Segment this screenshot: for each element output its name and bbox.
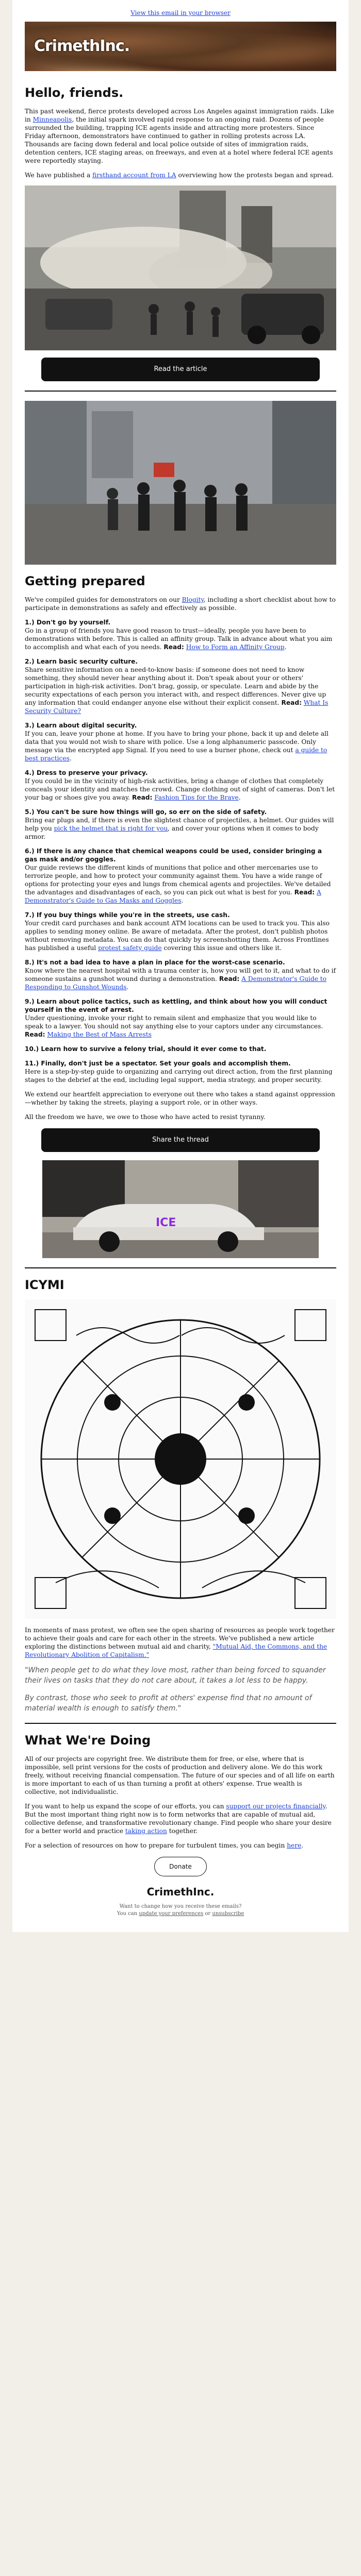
checklist-item-heading: 11.) Finally, don't just be a spectator. Set your goals and accomplish them. [25,1060,291,1067]
mutual-aid-article-link[interactable]: "Mutual Aid, the Commons, and the Revolutionary Abolition of Capitalism." [25,1643,327,1658]
divider [25,1723,336,1724]
hello-title: Hello, friends. [25,86,124,100]
checklist-item-body: Bring ear plugs and, if there is even the slightest chance of projectiles, a helmet. Our guides will help you [25,817,334,832]
checklist-item [25,847,336,905]
checklist-item-heading: 1.) Don't go by yourself. [25,619,111,626]
icymi-paragraph: In moments of mass protest, we often see the open sharing of resources as people work together to achieve their goals and care for each other in the streets. We've published a new article exploring the distinctions between mutual aid and charity, "Mutual Aid, the Commons, and the Revolutionary Abolition of Capitalism." [25,1626,335,1658]
protest-photo-1 [25,185,336,350]
support-projects-link[interactable]: support our projects financially [226,1803,325,1810]
checklist-item-link[interactable]: Fashion Tips for the Brave [154,794,239,801]
checklist-item [25,997,336,1039]
view-in-browser-link[interactable]: View this email in your browser [130,9,231,16]
email-body [12,0,349,1932]
checklist-item [25,958,336,991]
checklist-item-link[interactable]: What Is Security Culture? [25,699,329,715]
doing-paragraph-3: For a selection of resources on how to prepare for turbulent times, you can begin here. [25,1842,304,1849]
checklist-item-body: If you could be in the vicinity of high-risk activities, bring a change of clothes that completely conceals your identity and matches the crowd. Change clothing out of sight of cameras. Don't let your bag or shoes give you away. [25,777,335,801]
footer-line-2: You can update your preferences or unsubscribe [117,1911,244,1917]
divider [25,1267,336,1268]
checklist-item-heading: 2.) Learn basic security culture. [25,658,138,665]
checklist-item-body: If you can, leave your phone at home. If you have to bring your phone, back it up and delete all data that you would not wish to share with police. Use a long alphanumeric passcode. Only message via the encrypted app Signal. If you need to use a burner phone, check out [25,730,329,754]
read-label: Read: [294,889,315,896]
checklist-item-heading: 9.) Learn about police tactics, such as kettling, and think about how you will conduct yourself in the event of arrest. [25,998,327,1013]
checklist-item-body: Our guide reviews the different kinds of munitions that police and other mercenaries use to terrorize people, and how to protect your community against them. You have a wide range of options for protecting your eyes and lungs from chemical agents and projectiles. We've detailed the advantages and disadvantages of each, so you can pick out what is best for you. [25,864,331,896]
header-banner [25,22,336,71]
unsubscribe-link[interactable]: unsubscribe [212,1911,244,1917]
update-preferences-link[interactable]: update your preferences [139,1911,204,1917]
checklist [12,618,349,1084]
pull-quote-1: "When people get to do what they love most, rather than being forced to squander their lives on tasks that they do not care about, it takes a lot less to be happy. [25,1666,326,1685]
checklist-item-body: Share sensitive information on a need-to-know basis: if someone does not need to know something, they should never hear anything about it. Don't speak about your or others' participation in high-risk activities. Don't brag, gossip, or speculate. Learn and abide by the security expectations of each person you interact with, and respect differences. Never give up any information that could endanger anyone else without their explicit consent. [25,666,326,706]
footer [12,1903,349,1932]
checklist-item-tail: covering this issue and others like it. [161,944,282,952]
graffiti-text: ICE [156,1216,176,1229]
checklist-item [25,657,336,715]
mutual-aid-illustration [25,1299,336,1619]
checklist-item-link[interactable]: How to Form an Affinity Group [186,643,285,651]
footer-line-1: Want to change how you receive these emails? [119,1904,242,1909]
checklist-item-body: Here is a step-by-step guide to organizing and carrying out direct action, from the first planning stages to the debrief at the end, including legal support, media strategy, and proper security. [25,1068,333,1083]
taking-action-link[interactable]: taking action [125,1827,167,1835]
read-article-button[interactable]: Read the article [41,358,320,381]
read-label: Read: [281,699,302,706]
resources-here-link[interactable]: here [287,1842,302,1849]
read-label: Read: [132,794,153,801]
checklist-item [25,1059,336,1084]
checklist-item-heading: 6.) If there is any chance that chemical weapons could be used, consider bringing a gas mask and/or goggles. [25,848,322,863]
blogity-link[interactable]: Blogity [182,596,204,603]
protest-photo-2 [25,401,336,565]
getting-prepared-title: Getting prepared [25,574,145,588]
minneapolis-link[interactable]: Minneapolis [32,116,72,123]
hello-paragraph-1: This past weekend, fierce protests developed across Los Angeles against immigration raids. Like in Minneapolis, the initial spark involved rapid response to an ongoing raid. Dozens of people surrounded the building, trapping ICE agents inside and attracting more protesters. Since Friday afternoon, demonstrators have continued to gather in rolling protests across LA. Thousands are facing down federal and local police outside of sites of immigration raids, detention centers, ICE staging areas, on freeways, and even at a hotel where federal ICE agents were reportedly staying. [25,108,334,164]
firsthand-account-link[interactable]: firsthand account from LA [92,172,176,179]
divider [25,391,336,392]
checklist-item-heading: 5.) You can't be sure how things will go, so err on the side of safety. [25,808,267,816]
donate-button[interactable]: Donate [154,1857,207,1876]
footer-logo[interactable]: CrimethInc. [146,1886,215,1898]
read-label: Read: [25,1031,45,1038]
doing-paragraph-1: All of our projects are copyright free. We distribute them for free, or else, where that is impossible, sell print versions for the costs of production and delivery alone. We do this work freely, without receiving financial compensation. The future of our species and of all life on earth is more important to each of us than turning a profit at others' expense. True wealth is collective, not individualistic. [25,1755,335,1795]
checklist-item [25,769,336,802]
share-thread-button[interactable]: Share the thread [41,1128,320,1152]
car-photo [42,1160,319,1258]
topbar [12,0,349,22]
checklist-item-tail: . [126,984,129,991]
checklist-item-link[interactable]: pick the helmet that is right for you [54,825,168,832]
checklist-item [25,911,336,952]
read-label: Read: [219,975,240,982]
checklist-item-heading: 10.) Learn how to survive a felony trial, should it ever come to that. [25,1045,267,1053]
icymi-title: ICYMI [25,1278,64,1292]
checklist-item-link[interactable]: Making the Best of Mass Arrests [47,1031,152,1038]
closing-paragraph-1: We extend our heartfelt appreciation to everyone out there who takes a stand against oppression—whether by taking the streets, playing a support role, or in other ways. [25,1091,335,1106]
checklist-item [25,1045,336,1053]
checklist-item-heading: 4.) Dress to preserve your privacy. [25,769,148,776]
checklist-item-body: Your credit card purchases and bank account ATM locations can be used to track you. This also applies to sending money online. Be aware of metadata. After the protest, don't publish photos without removing metadata. You can do that quickly by screenshotting them. Across Frontlines has published a useful [25,920,330,952]
hello-paragraph-2: We have published a firsthand account from LA overviewing how the protests began and spread. [25,172,334,179]
checklist-item-heading: 3.) Learn about digital security. [25,722,137,729]
checklist-item-link[interactable]: a guide to best practices [25,747,327,762]
closing-paragraph-2: All the freedom we have, we owe to those who have acted to resist tyranny. [25,1113,266,1121]
checklist-item-tail: . [181,897,184,904]
read-label: Read: [163,643,184,651]
checklist-item [25,618,336,651]
checklist-item-heading: 7.) If you buy things while you're in the streets, use cash. [25,911,230,919]
checklist-item-tail: . [284,643,287,651]
checklist-item-tail: . [69,755,72,762]
checklist-item-tail: . [238,794,241,801]
checklist-item-link[interactable]: A Demonstrator's Guide to Responding to Gunshot Wounds [25,975,326,991]
checklist-item-heading: 8.) It's not a bad idea to have a plan in place for the worst-case scenario. [25,959,285,966]
checklist-item [25,721,336,762]
prep-intro: We've compiled guides for demonstrators on our Blogity, including a short checklist about how to participate in demonstrations as safely and effectively as possible. [25,596,336,612]
what-were-doing-title: What We're Doing [25,1733,151,1748]
checklist-item-link[interactable]: protest safety guide [98,944,162,952]
checklist-item [25,808,336,841]
checklist-item-link[interactable]: A Demonstrator's Guide to Gas Masks and Goggles [25,889,321,904]
checklist-item-tail: , and cover your options when it comes to body armor. [25,825,319,840]
checklist-item-body: Know where the nearest hospital with a trauma center is, how you will get to it, and what to do if someone sustains a gunshot wound during a demonstration. [25,967,336,982]
checklist-item-body: Go in a group of friends you have good reason to trust—ideally, people you have been to demonstrations with before. This is called an affinity group. Talk in advance about what you aim to accomplish and what each of you needs. [25,627,333,651]
doing-paragraph-2: If you want to help us expand the scope of our efforts, you can support our projects financially. But the most important thing right now is to form networks that are capable of mutual aid, collective defense, and transformative revolutionary change. Find people who share your desire for a better world and practice taking action together. [25,1803,332,1835]
checklist-item-body: Under questioning, invoke your right to remain silent and emphasize that you would like to speak to a lawyer. You should not say anything else to your captors under any circumstances. [25,1014,323,1030]
pull-quote-2: By contrast, those who seek to profit at others' expense find that no amount of material wealth is enough to satisfy them." [25,1694,312,1713]
crimethinc-logo[interactable]: CrimethInc. [34,37,130,55]
